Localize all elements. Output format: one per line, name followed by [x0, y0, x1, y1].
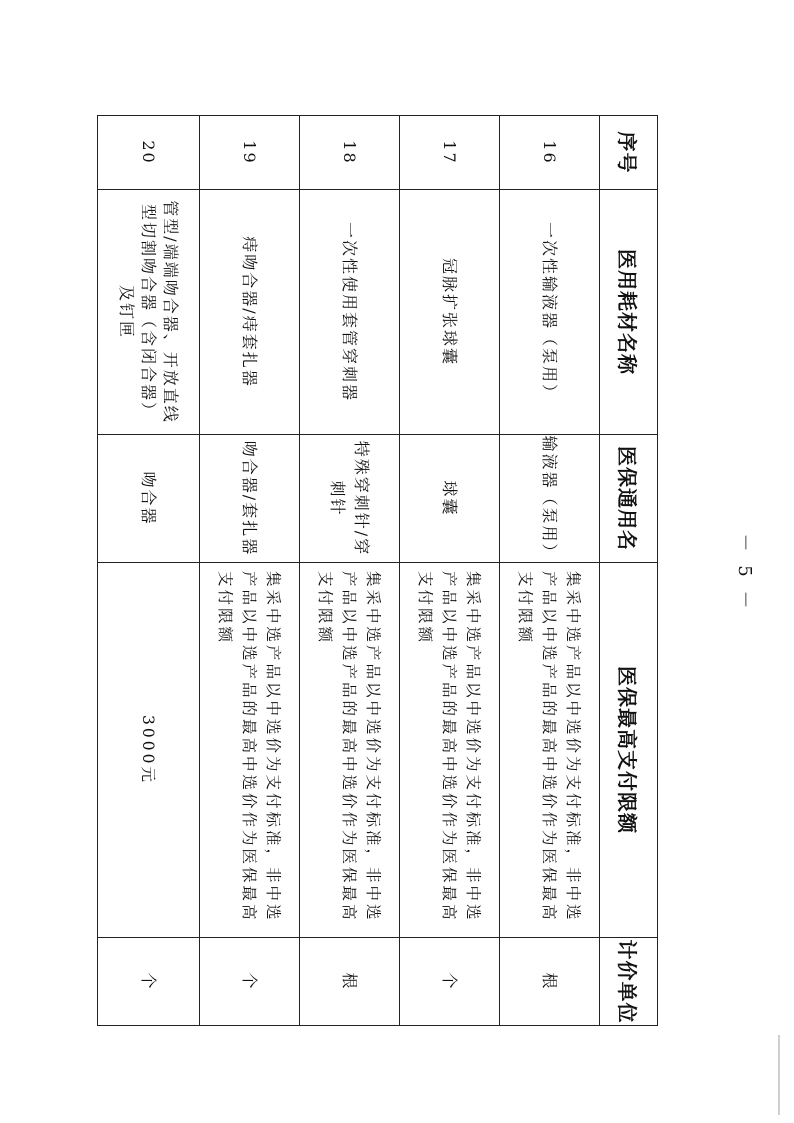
cell-generic: 吻合器/套扎器 — [200, 435, 300, 563]
cell-generic: 输液器（泵用） — [500, 435, 600, 563]
cell-name: 冠脉扩张球囊 — [400, 190, 500, 435]
scan-edge-mark — [778, 1035, 780, 1115]
cell-generic: 特殊穿刺针/穿刺针 — [300, 435, 400, 563]
cell-seq: 18 — [300, 116, 400, 190]
consumables-table — [97, 115, 658, 1026]
cell-seq: 20 — [98, 116, 200, 190]
header-name: 医用耗材名称 — [600, 190, 658, 435]
cell-seq: 19 — [200, 116, 300, 190]
page-number: － 5 － — [734, 533, 755, 613]
table-header-row — [600, 116, 658, 1026]
cell-limit: 集采中选产品以中选价为支付标准，非中选产品以中选产品的最高中选价作为医保最高支付限额 — [400, 563, 500, 938]
table-container — [98, 115, 658, 1025]
rotated-table-frame — [98, 115, 658, 1025]
cell-name: 一次性使用套管穿刺器 — [300, 190, 400, 435]
cell-limit: 集采中选产品以中选价为支付标准，非中选产品以中选产品的最高中选价作为医保最高支付限额 — [200, 563, 300, 938]
header-unit: 计价单位 — [600, 938, 658, 1026]
table-row — [98, 116, 200, 1026]
table-row — [500, 116, 600, 1026]
header-generic: 医保通用名 — [600, 435, 658, 563]
cell-limit: 集采中选产品以中选价为支付标准，非中选产品以中选产品的最高中选价作为医保最高支付限额 — [500, 563, 600, 938]
cell-unit: 个 — [98, 938, 200, 1026]
cell-seq: 17 — [400, 116, 500, 190]
cell-unit: 根 — [300, 938, 400, 1026]
cell-unit: 个 — [400, 938, 500, 1026]
header-limit: 医保最高支付限额 — [600, 563, 658, 938]
cell-name: 痔吻合器/痔套扎器 — [200, 190, 300, 435]
table-row — [300, 116, 400, 1026]
cell-limit: 集采中选产品以中选价为支付标准，非中选产品以中选产品的最高中选价作为医保最高支付限额 — [300, 563, 400, 938]
cell-name: 一次性输液器（泵用） — [500, 190, 600, 435]
cell-unit: 根 — [500, 938, 600, 1026]
cell-limit: 3000元 — [98, 563, 200, 938]
cell-generic: 球囊 — [400, 435, 500, 563]
cell-generic: 吻合器 — [98, 435, 200, 563]
header-seq: 序号 — [600, 116, 658, 190]
table-row — [200, 116, 300, 1026]
table-row — [400, 116, 500, 1026]
cell-seq: 16 — [500, 116, 600, 190]
cell-name: 管型/端端吻合器、开放直线型切割吻合器（含闭合器）及钉匣 — [98, 190, 200, 435]
cell-unit: 个 — [200, 938, 300, 1026]
